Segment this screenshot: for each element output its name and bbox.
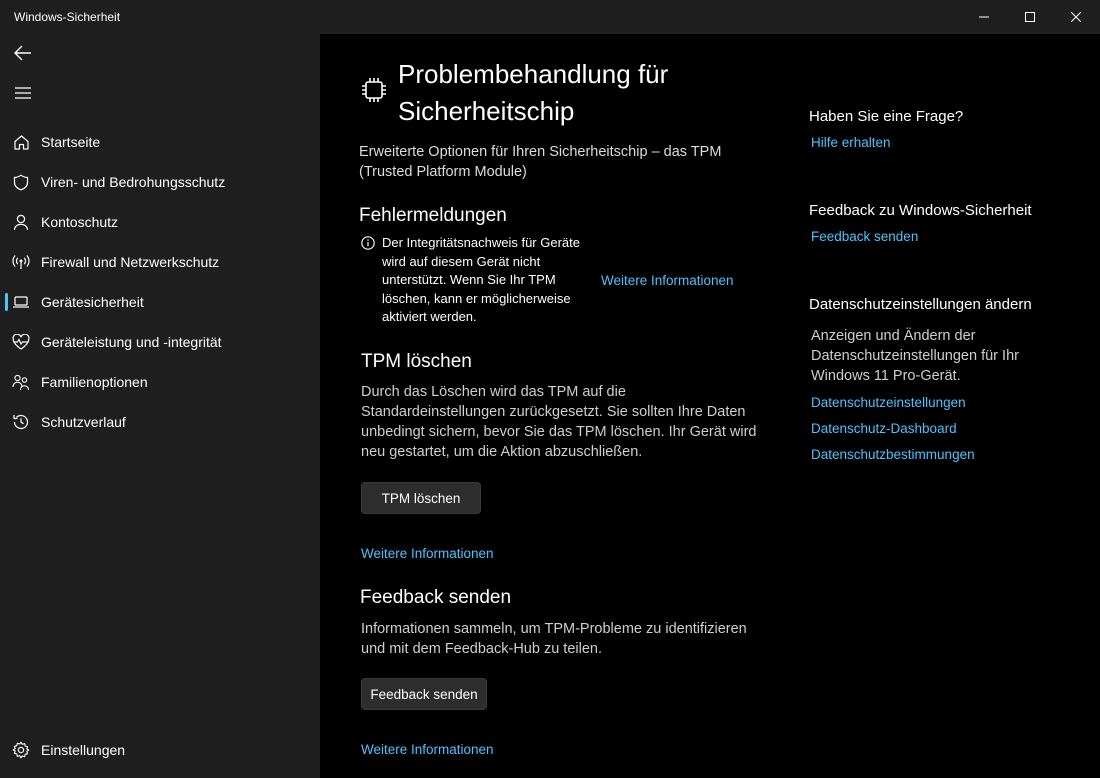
feedback-send-button[interactable]: Feedback senden	[361, 678, 487, 710]
minimize-button[interactable]	[961, 0, 1007, 34]
close-icon	[1071, 12, 1081, 22]
feedback-description: Informationen sammeln, um TPM-Probleme zu identifizieren und mit dem Feedback-Hub zu teilen.	[361, 621, 747, 657]
privacy-statement-link[interactable]: Datenschutzbestimmungen	[811, 447, 975, 462]
home-icon	[12, 133, 30, 151]
feedback-side-heading: Feedback zu Windows-Sicherheit	[809, 202, 1032, 219]
feedback-heading: Feedback senden	[360, 587, 512, 608]
sidebar-item-label: Startseite	[41, 134, 101, 150]
feedback-more-info-link[interactable]: Weitere Informationen	[361, 742, 494, 757]
privacy-dashboard-link[interactable]: Datenschutz-Dashboard	[811, 421, 957, 436]
close-button[interactable]	[1053, 0, 1099, 34]
history-icon	[12, 413, 30, 431]
tpm-clear-description: Durch das Löschen wird das TPM auf die Standardeinstellungen zurückgesetzt. Sie sollten Ihre Daten unbedingt sichern, bevor Sie das TPM löschen. Ihr Gerät wird neu gestartet, um die Aktion abzuschließen.	[361, 384, 757, 460]
sidebar-item-label: Gerätesicherheit	[41, 294, 144, 310]
sidebar-item-einstellungen[interactable]	[0, 732, 320, 768]
sidebar-item-label: Einstellungen	[41, 742, 126, 758]
chip-icon	[360, 76, 388, 109]
sidebar-item-kontoschutz[interactable]	[0, 204, 320, 240]
family-icon	[12, 373, 30, 391]
title-bar	[0, 0, 1100, 34]
shield-icon	[12, 173, 30, 191]
wifi-antenna-icon	[12, 253, 30, 271]
maximize-button[interactable]	[1007, 0, 1053, 34]
sidebar-item-label: Familienoptionen	[41, 374, 148, 390]
active-indicator	[5, 293, 8, 311]
sidebar-item-virenschutz[interactable]	[0, 164, 320, 200]
sidebar-item-label: Schutzverlauf	[41, 414, 126, 430]
errors-heading: Fehlermeldungen	[359, 205, 507, 226]
person-icon	[12, 213, 30, 231]
tpm-clear-more-info-link[interactable]: Weitere Informationen	[361, 546, 494, 561]
laptop-icon	[12, 293, 30, 311]
maximize-icon	[1025, 12, 1035, 22]
sidebar-item-label: Viren- und Bedrohungsschutz	[41, 174, 226, 190]
sidebar-item-geraeteleistung[interactable]	[0, 324, 320, 360]
sidebar-item-label: Kontoschutz	[41, 214, 119, 230]
heart-pulse-icon	[12, 333, 30, 351]
minimize-icon	[979, 12, 989, 22]
menu-button[interactable]	[8, 78, 38, 108]
info-icon	[361, 236, 375, 255]
hamburger-icon	[15, 87, 31, 99]
sidebar-item-label: Geräteleistung und -integrität	[41, 334, 222, 350]
back-button[interactable]	[8, 38, 38, 68]
gear-icon	[12, 741, 30, 759]
tpm-clear-heading: TPM löschen	[361, 351, 472, 372]
main-content	[320, 34, 1100, 778]
tpm-clear-button[interactable]: TPM löschen	[361, 482, 481, 514]
error-more-info-link[interactable]: Weitere Informationen	[601, 273, 734, 288]
sidebar-item-label: Firewall und Netzwerkschutz	[41, 254, 220, 270]
sidebar-item-schutzverlauf[interactable]	[0, 404, 320, 440]
feedback-side-link[interactable]: Feedback senden	[811, 229, 919, 244]
window-title: Windows-Sicherheit	[14, 10, 121, 24]
privacy-settings-link[interactable]: Datenschutzeinstellungen	[811, 395, 966, 410]
page-title: Problembehandlung für Sicherheitschip	[398, 59, 669, 126]
question-heading: Haben Sie eine Frage?	[809, 108, 964, 125]
get-help-link[interactable]: Hilfe erhalten	[811, 135, 891, 150]
error-message: Der Integritätsnachweis für Geräte wird auf diesem Gerät nicht unterstützt. Wenn Sie Ihr TPM löschen, kann er möglicherweise aktiviert werden.	[382, 235, 580, 324]
privacy-heading: Datenschutzeinstellungen ändern	[809, 296, 1032, 313]
sidebar-item-startseite[interactable]	[0, 124, 320, 160]
sidebar	[0, 34, 320, 778]
sidebar-item-firewall[interactable]	[0, 244, 320, 280]
sidebar-item-familienoptionen[interactable]	[0, 364, 320, 400]
back-arrow-icon	[14, 45, 32, 61]
sidebar-item-geraetesicherheit[interactable]	[0, 284, 320, 320]
privacy-description: Anzeigen und Ändern der Datenschutzeinstellungen für Ihr Windows 11 Pro-Gerät.	[811, 328, 1019, 384]
page-subtitle: Erweiterte Optionen für Ihren Sicherheitschip – das TPM (Trusted Platform Module)	[359, 144, 722, 180]
